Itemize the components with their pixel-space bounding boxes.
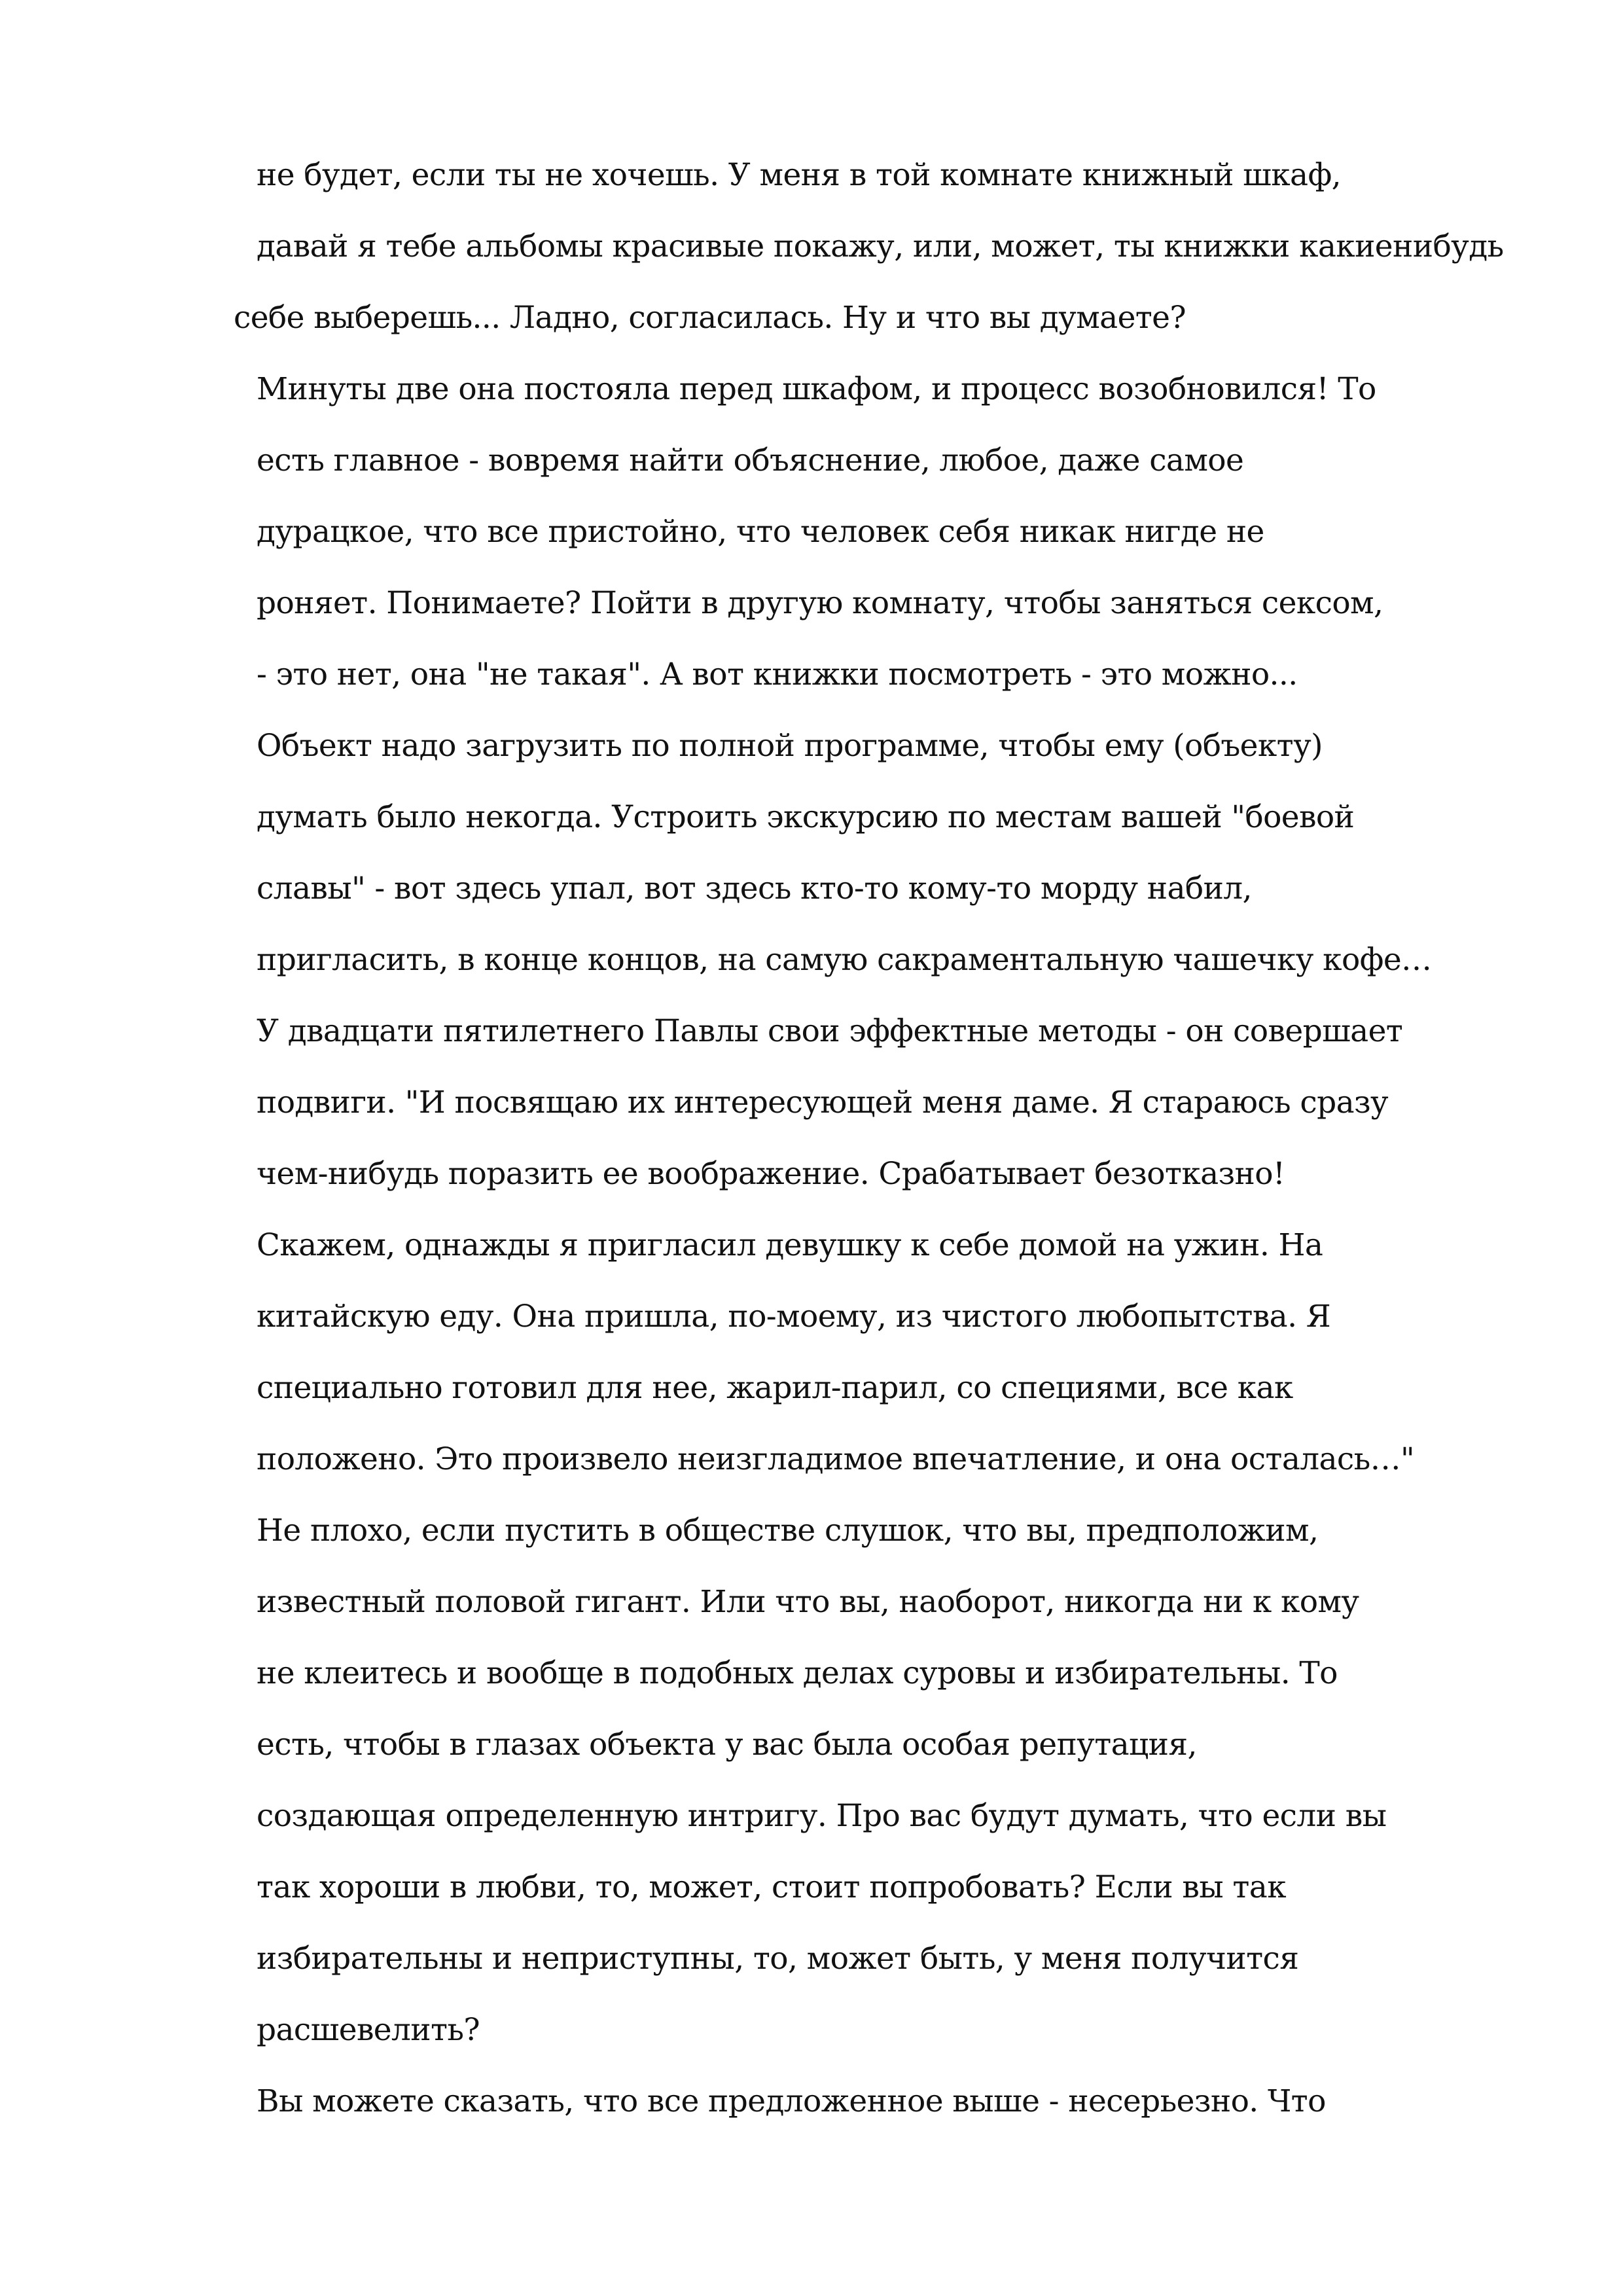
text-line: Не плохо, если пустить в обществе слушок, что вы, предположим, <box>257 1513 1319 1549</box>
text-line: Минуты две она постояла перед шкафом, и процесс возобновился! То <box>257 371 1376 407</box>
text-line: роняет. Понимаете? Пойти в другую комнату, чтобы заняться сексом, <box>257 585 1383 621</box>
text-line: давай я тебе альбомы красивые покажу, или, может, ты книжки какиенибудь <box>257 228 1504 264</box>
text-line: У двадцати пятилетнего Павлы свои эффектные методы - он совершает <box>257 1013 1403 1049</box>
text-line: известный половой гигант. Или что вы, наоборот, никогда ни к кому <box>257 1584 1359 1620</box>
text-line: славы" - вот здесь упал, вот здесь кто-то кому-то морду набил, <box>257 870 1252 906</box>
text-line: не клеитесь и вообще в подобных делах суровы и избирательны. То <box>257 1655 1338 1691</box>
text-line: положено. Это произвело неизгладимое впечатление, и она осталась…" <box>257 1441 1415 1477</box>
text-line: чем-нибудь поразить ее воображение. Срабатывает безотказно! <box>257 1156 1285 1192</box>
text-line: создающая определенную интригу. Про вас будут думать, что если вы <box>257 1798 1387 1834</box>
text-line: Вы можете сказать, что все предложенное выше - несерьезно. Что <box>257 2083 1326 2119</box>
text-line: есть, чтобы в глазах объекта у вас была особая репутация, <box>257 1727 1197 1763</box>
text-line: Объект надо загрузить по полной программе, чтобы ему (объекту) <box>257 728 1323 764</box>
text-line: себе выберешь... Ладно, согласилась. Ну и что вы думаете? <box>234 300 1186 336</box>
text-line: не будет, если ты не хочешь. У меня в той комнате книжный шкаф, <box>257 157 1341 193</box>
text-line: дурацкое, что все пристойно, что человек себя никак нигде не <box>257 514 1264 550</box>
text-line: так хороши в любви, то, может, стоит попробовать? Если вы так <box>257 1869 1286 1905</box>
text-line: - это нет, она "не такая". А вот книжки посмотреть - это можно... <box>257 656 1298 692</box>
text-line: китайскую еду. Она пришла, по-моему, из чистого любопытства. Я <box>257 1299 1331 1335</box>
text-line: расшевелить? <box>257 2012 480 2048</box>
text-line: думать было некогда. Устроить экскурсию по местам вашей "боевой <box>257 799 1355 835</box>
text-line: есть главное - вовремя найти объяснение, любое, даже самое <box>257 442 1244 478</box>
text-line: специально готовил для нее, жарил-парил, со специями, все как <box>257 1370 1293 1406</box>
text-line: избирательны и неприступны, то, может быть, у меня получится <box>257 1941 1299 1977</box>
text-line: Скажем, однажды я пригласил девушку к себе домой на ужин. На <box>257 1227 1323 1263</box>
text-line: пригласить, в конце концов, на самую сакраментальную чашечку кофе… <box>257 942 1432 978</box>
text-line: подвиги. "И посвящаю их интересующей меня даме. Я стараюсь сразу <box>257 1085 1389 1121</box>
